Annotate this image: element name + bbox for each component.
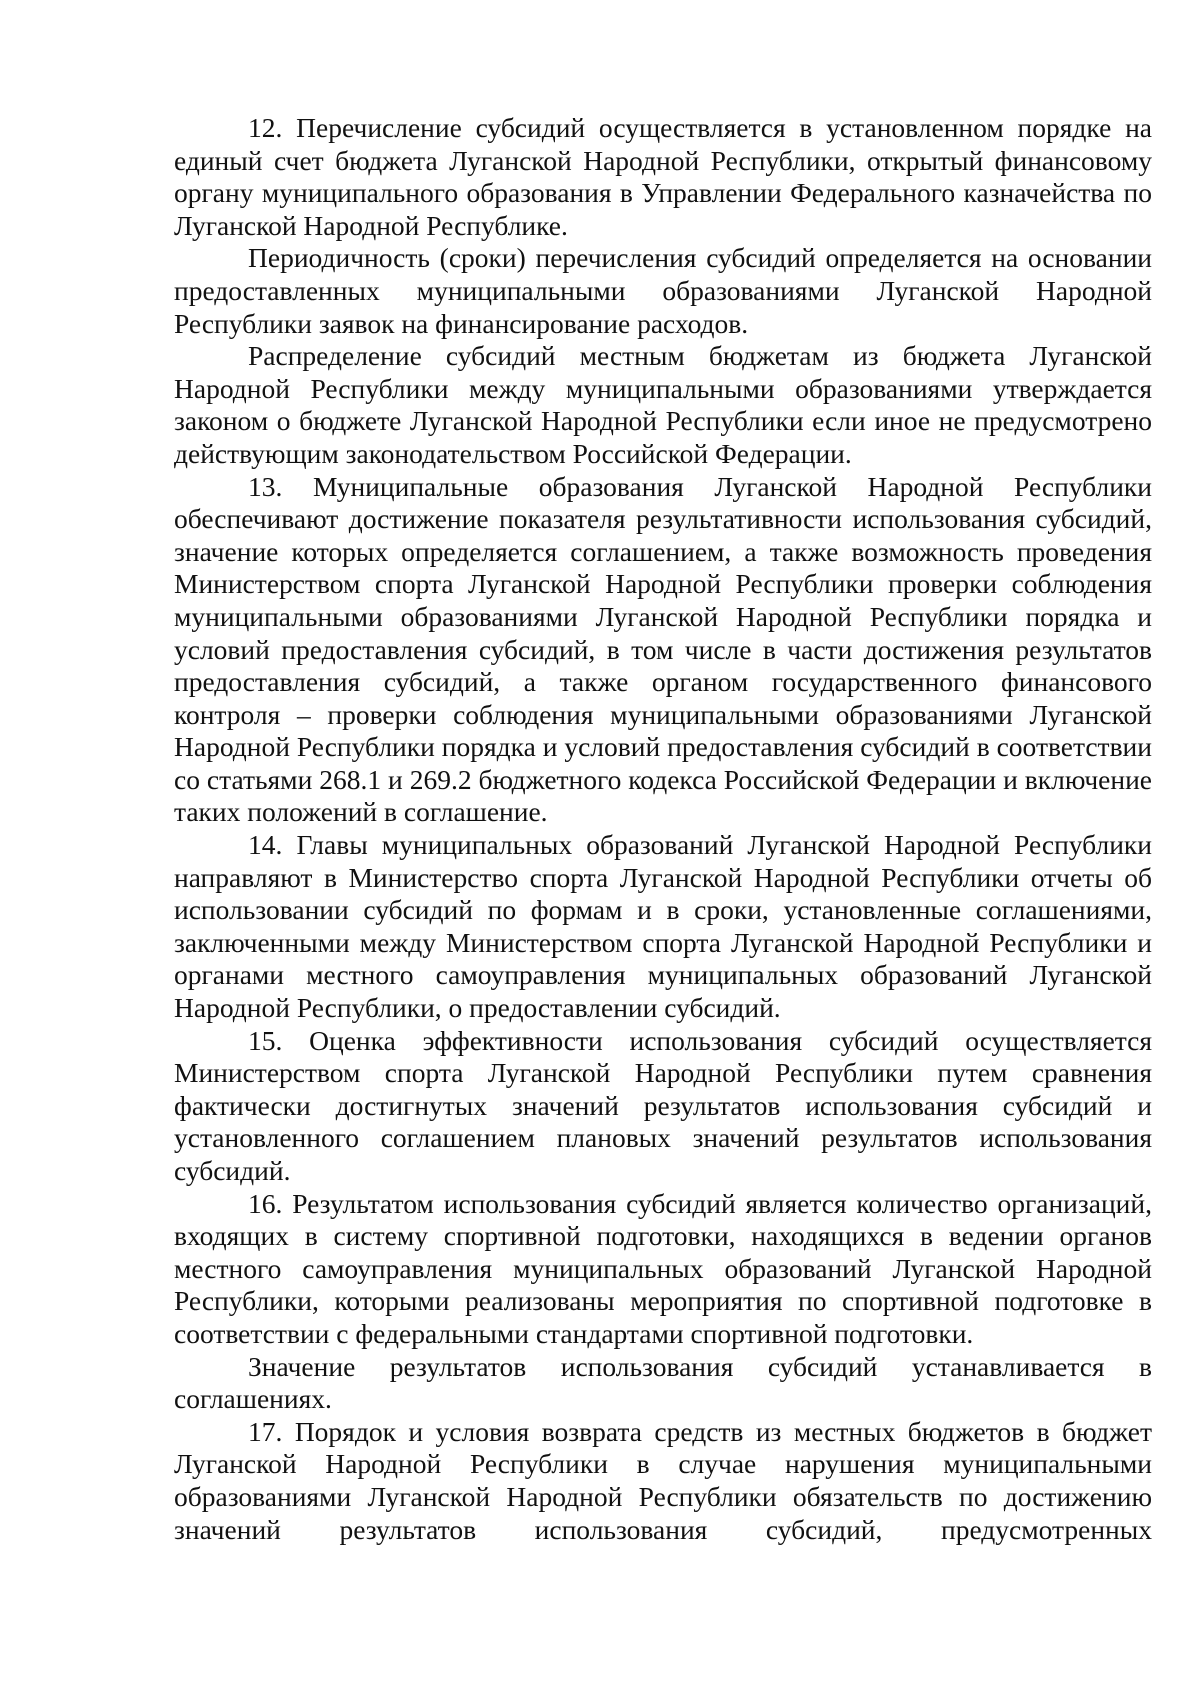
paragraph-result-value: Значение результатов использования субсидий устанавливается в соглашениях.	[174, 1350, 1152, 1415]
paragraph-12: 12. Перечисление субсидий осуществляется в установленном порядке на единый счет бюджета Луганской Народной Республики, открытый финансовому органу муниципального образования в Управлении Федерального казначейства по Луганской Народной Республике.	[174, 112, 1152, 241]
document-page	[174, 112, 1152, 1546]
paragraph-15: 15. Оценка эффективности использования субсидий осуществляется Министерством спорта Луганской Народной Республики путем сравнения фактически достигнутых значений результатов использования субсидий и установленного соглашением плановых значений результатов использования субсидий.	[174, 1024, 1152, 1186]
paragraph-periodicity: Периодичность (сроки) перечисления субсидий определяется на основании предоставленных муниципальными образованиями Луганской Народной Республики заявок на финансирование расходов.	[174, 242, 1152, 339]
paragraph-13: 13. Муниципальные образования Луганской Народной Республики обеспечивают достижение показателя результативности использования субсидий, значение которых определяется соглашением, а также возможность проведения Министерством спорта Луганской Народной Республики проверки соблюдения муниципальными образованиями Луганской Народной Республики порядка и условий предоставления субсидий, в том числе в части достижения результатов предоставления субсидий, а также органом государственного финансового контроля – проверки соблюдения муниципальными образованиями Луганской Народной Республики порядка и условий предоставления субсидий в соответствии со статьями 268.1 и 269.2 бюджетного кодекса Российской Федерации и включение таких положений в соглашение.	[174, 470, 1152, 828]
paragraph-16: 16. Результатом использования субсидий является количество организаций, входящих в систему спортивной подготовки, находящихся в ведении органов местного самоуправления муниципальных образований Луганской Народной Республики, которыми реализованы мероприятия по спортивной подготовке в соответствии с федеральными стандартами спортивной подготовки.	[174, 1187, 1152, 1349]
paragraph-14: 14. Главы муниципальных образований Луганской Народной Республики направляют в Министерство спорта Луганской Народной Республики отчеты об использовании субсидий по формам и в сроки, установленные соглашениями, заключенными между Министерством спорта Луганской Народной Республики и органами местного самоуправления муниципальных образований Луганской Народной Республики, о предоставлении субсидий.	[174, 829, 1152, 1024]
paragraph-17: 17. Порядок и условия возврата средств из местных бюджетов в бюджет Луганской Народной Республики в случае нарушения муниципальными образованиями Луганской Народной Республики обязательств по достижению значений результатов использования субсидий, предусмотренных	[174, 1415, 1152, 1545]
paragraph-distribution: Распределение субсидий местным бюджетам из бюджета Луганской Народной Республики между муниципальными образованиями утверждается законом о бюджете Луганской Народной Республики если иное не предусмотрено действующим законодательством Российской Федерации.	[174, 340, 1152, 469]
